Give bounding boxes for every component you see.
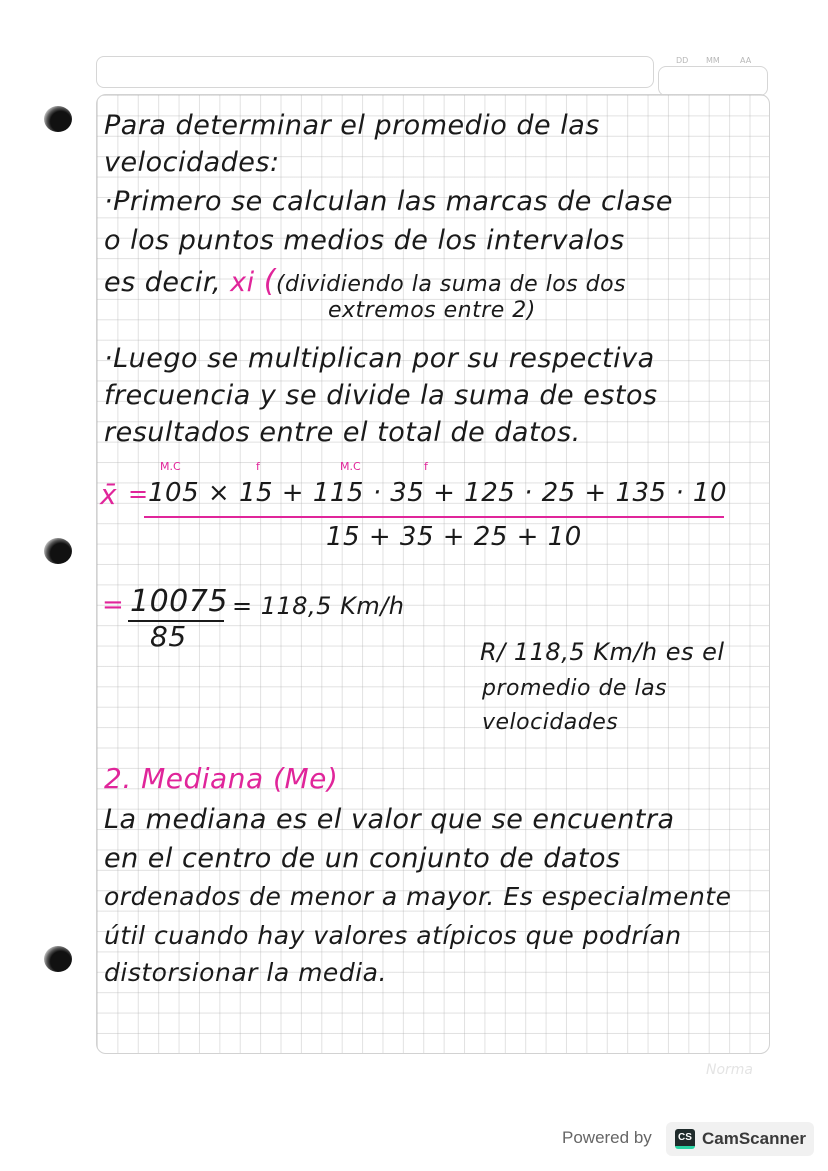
step2-line: resultados entre el total de datos. xyxy=(104,417,581,448)
notebook-brand-mark: Norma xyxy=(706,1062,754,1078)
step1-line xyxy=(328,298,536,323)
xi-symbol: xi xyxy=(230,267,255,298)
binder-hole-icon xyxy=(44,538,72,564)
answer-line: velocidades xyxy=(482,710,619,735)
step2-line: ·Luego se multiplican por su respectiva xyxy=(104,343,655,374)
section2-line: distorsionar la media. xyxy=(104,958,387,987)
answer-line: promedio de las xyxy=(482,676,668,701)
camscanner-badge xyxy=(666,1122,814,1156)
equals-sign: = xyxy=(128,480,149,508)
section2-line: ordenados de menor a mayor. Es especialmente xyxy=(104,882,732,911)
mean-symbol: x̄ xyxy=(100,478,118,511)
formula-denominator: 15 + 35 + 25 + 10 xyxy=(326,522,582,552)
camscanner-logo-icon: CS xyxy=(675,1129,695,1149)
date-label-month: MM xyxy=(706,56,720,65)
result-numerator: 10075 xyxy=(130,584,228,619)
formula-numerator: 105 × 15 + 115 · 35 + 125 · 25 + 135 · 10 xyxy=(148,478,727,508)
annotation-mc: M.C xyxy=(340,460,361,473)
date-label-year: AA xyxy=(740,56,752,65)
date-label-day: DD xyxy=(676,56,689,65)
step1-text: extremos entre 2) xyxy=(328,298,536,323)
camscanner-name: CamScanner xyxy=(702,1129,806,1148)
date-box xyxy=(658,66,768,96)
section2-line: útil cuando hay valores atípicos que podrían xyxy=(104,921,682,950)
annotation-f: f xyxy=(256,460,260,473)
step1-line: es decir, xi ((dividiendo la suma de los dos xyxy=(104,264,627,299)
section2-line: en el centro de un conjunto de datos xyxy=(104,843,621,874)
answer-line xyxy=(480,638,725,666)
result-value: = 118,5 Km/h xyxy=(232,592,405,620)
step1-text: es decir, xyxy=(104,267,222,298)
section2-line: La mediana es el valor que se encuentra xyxy=(104,804,675,835)
step1-line: ·Primero se calculan las marcas de clase xyxy=(104,186,674,217)
binder-hole-icon xyxy=(44,106,72,132)
annotation-f: f xyxy=(424,460,428,473)
binder-hole-icon xyxy=(44,946,72,972)
step2-line: frecuencia y se divide la suma de estos xyxy=(104,380,658,411)
annotation-mc: M.C xyxy=(160,460,181,473)
answer-text: R/ 118,5 Km/h es el xyxy=(480,638,725,666)
powered-by-text: Powered by xyxy=(562,1128,652,1147)
header-title-box xyxy=(96,56,654,88)
step1-paren-text: (dividiendo la suma de los dos xyxy=(275,272,627,297)
fraction-bar xyxy=(144,516,724,518)
intro-line: Para determinar el promedio de las xyxy=(104,110,600,141)
step1-line: o los puntos medios de los intervalos xyxy=(104,225,625,256)
intro-line: velocidades: xyxy=(104,147,280,178)
section2-title: 2. Mediana (Me) xyxy=(104,762,339,795)
result-denominator: 85 xyxy=(150,620,187,653)
equals-sign: = xyxy=(102,590,125,620)
